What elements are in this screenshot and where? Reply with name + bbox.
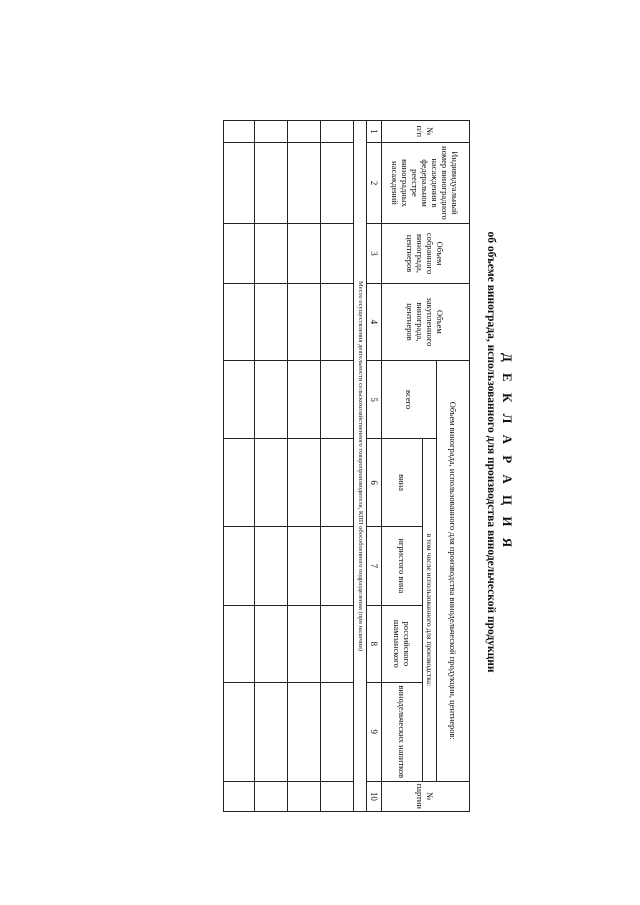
header-batch-number: № партии <box>382 781 470 811</box>
column-number: 5 <box>367 361 382 439</box>
table-row <box>288 121 321 812</box>
table-row <box>321 121 354 812</box>
header-collected-volume: Объем собранного винограда, центнеров <box>382 224 470 284</box>
header-purchased-volume: Объем закупленного винограда, центнеров <box>382 283 470 360</box>
column-number: 2 <box>367 142 382 224</box>
header-russian-champagne: российского шампанского <box>382 605 423 682</box>
rotated-landscape-page <box>110 92 530 812</box>
document-subtitle: об объеме винограда, использованного для производства винодельческой продукции <box>485 231 497 673</box>
header-vineyard-id: Индивидуальный номер виноградного насаждения в федеральном реестре виноградных насаждений <box>382 142 470 224</box>
header-row-number: № п/п <box>382 121 470 143</box>
column-number: 6 <box>367 439 382 527</box>
column-number: 3 <box>367 224 382 284</box>
header-including-subgroup: в том числе использованного для производства: <box>423 439 437 781</box>
column-number: 9 <box>367 682 382 781</box>
header-wine: вина <box>382 439 423 527</box>
header-wine-drinks: винодельческих напитков <box>382 682 423 781</box>
header-used-volume-group: Объем винограда, использованного для производства винодельческой продукции, центнеров: <box>437 361 470 782</box>
header-total: всего <box>382 361 437 439</box>
column-number: 7 <box>367 526 382 605</box>
section-row-location: Место осуществления деятельности сельскохозяйственного товаропроизводителя, КПП обособленного подразделения (при наличии) <box>354 121 367 812</box>
table-row <box>224 121 255 812</box>
document-title: Д Е К Л А Р А Ц И Я <box>500 352 515 552</box>
column-number: 1 <box>367 121 382 143</box>
column-number: 10 <box>367 781 382 811</box>
header-sparkling-wine: игристого вина <box>382 526 423 605</box>
table-row <box>255 121 288 812</box>
column-number: 8 <box>367 605 382 682</box>
declaration-table <box>223 120 470 812</box>
column-number: 4 <box>367 283 382 360</box>
